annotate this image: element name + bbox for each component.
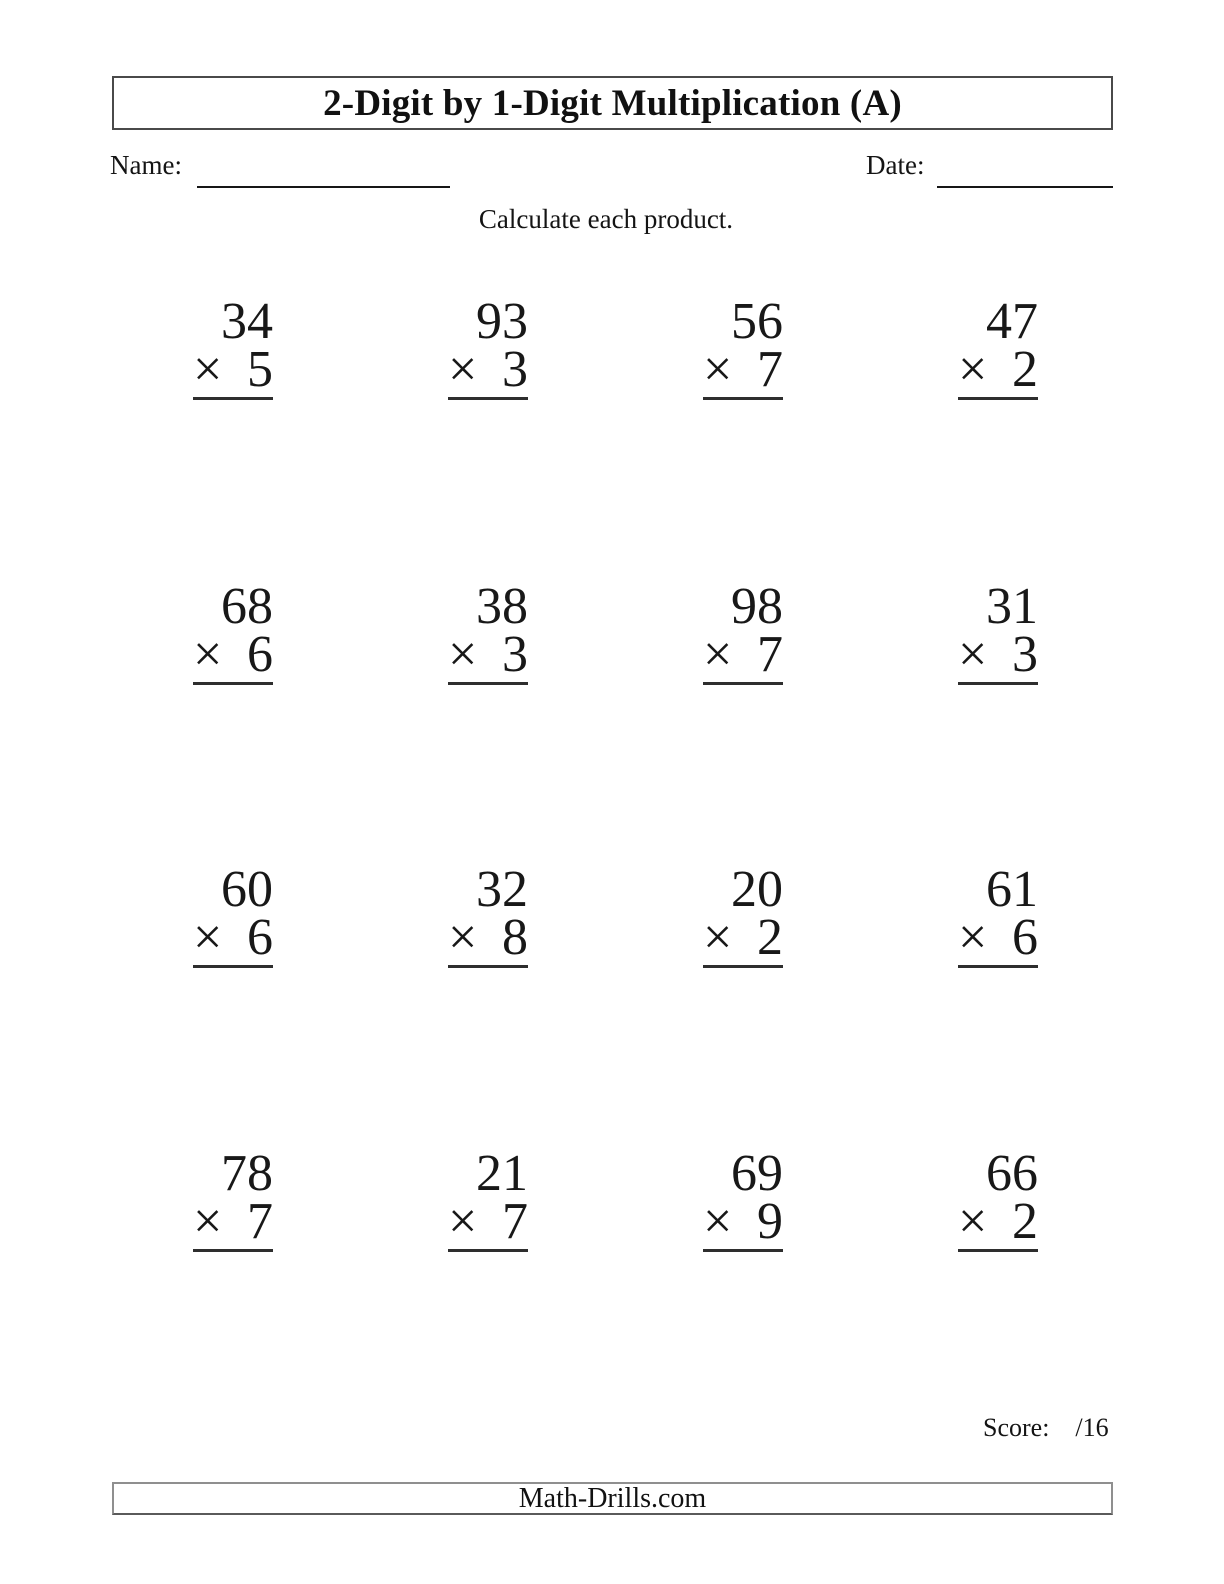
problem	[958, 293, 1038, 400]
multiplier: 6	[247, 626, 273, 683]
multiplier: 6	[1012, 909, 1038, 966]
footer-box	[112, 1482, 1113, 1515]
score-row	[983, 1413, 1109, 1443]
multiply-sign-icon: ×	[448, 909, 478, 966]
problem	[448, 1145, 528, 1252]
footer-text: Math-Drills.com	[518, 1482, 707, 1514]
multiplier: 5	[247, 341, 273, 398]
multiplicand: 31	[986, 578, 1038, 635]
problem	[193, 861, 273, 968]
multiplier: 2	[1012, 341, 1038, 398]
multiply-sign-icon: ×	[193, 626, 223, 683]
problem	[958, 861, 1038, 968]
multiply-sign-icon: ×	[703, 341, 733, 398]
multiplier: 3	[502, 341, 528, 398]
problem	[448, 293, 528, 400]
problem	[958, 578, 1038, 685]
multiplier: 7	[757, 341, 783, 398]
multiplicand: 68	[221, 578, 273, 635]
problem	[448, 861, 528, 968]
multiply-sign-icon: ×	[703, 909, 733, 966]
multiplier: 6	[247, 909, 273, 966]
multiplicand: 66	[986, 1145, 1038, 1202]
multiplicand: 56	[731, 293, 783, 350]
multiplicand: 47	[986, 293, 1038, 350]
multiplier: 7	[757, 626, 783, 683]
problem	[703, 861, 783, 968]
multiply-sign-icon: ×	[958, 341, 988, 398]
multiply-sign-icon: ×	[193, 341, 223, 398]
multiply-sign-icon: ×	[448, 341, 478, 398]
multiplier: 7	[502, 1193, 528, 1250]
problem	[448, 578, 528, 685]
problem	[193, 578, 273, 685]
multiply-sign-icon: ×	[193, 909, 223, 966]
score-label: Score:	[983, 1413, 1050, 1442]
multiplier: 8	[502, 909, 528, 966]
date-label: Date:	[866, 150, 925, 180]
multiply-sign-icon: ×	[193, 1193, 223, 1250]
multiply-sign-icon: ×	[703, 1193, 733, 1250]
multiplier: 3	[502, 626, 528, 683]
multiplicand: 61	[986, 861, 1038, 918]
multiplicand: 69	[731, 1145, 783, 1202]
multiplier: 3	[1012, 626, 1038, 683]
multiply-sign-icon: ×	[958, 626, 988, 683]
multiply-sign-icon: ×	[703, 626, 733, 683]
multiply-sign-icon: ×	[448, 626, 478, 683]
multiplicand: 32	[476, 861, 528, 918]
multiply-sign-icon: ×	[448, 1193, 478, 1250]
multiplicand: 34	[221, 293, 273, 350]
score-value: /16	[1075, 1413, 1109, 1442]
multiplier: 2	[1012, 1193, 1038, 1250]
problem	[958, 1145, 1038, 1252]
page-title: 2-Digit by 1-Digit Multiplication (A)	[323, 82, 902, 124]
multiplicand: 21	[476, 1145, 528, 1202]
multiplier: 7	[247, 1193, 273, 1250]
problem	[193, 1145, 273, 1252]
multiplicand: 20	[731, 861, 783, 918]
multiplier: 9	[757, 1193, 783, 1250]
multiplicand: 93	[476, 293, 528, 350]
multiply-sign-icon: ×	[958, 909, 988, 966]
multiplier: 2	[757, 909, 783, 966]
multiplicand: 78	[221, 1145, 273, 1202]
problem	[193, 293, 273, 400]
multiplicand: 38	[476, 578, 528, 635]
name-label: Name:	[110, 150, 182, 180]
instruction-text: Calculate each product.	[478, 204, 734, 234]
problem	[703, 1145, 783, 1252]
multiply-sign-icon: ×	[958, 1193, 988, 1250]
problem	[703, 293, 783, 400]
multiplicand: 60	[221, 861, 273, 918]
multiplicand: 98	[731, 578, 783, 635]
problem	[703, 578, 783, 685]
